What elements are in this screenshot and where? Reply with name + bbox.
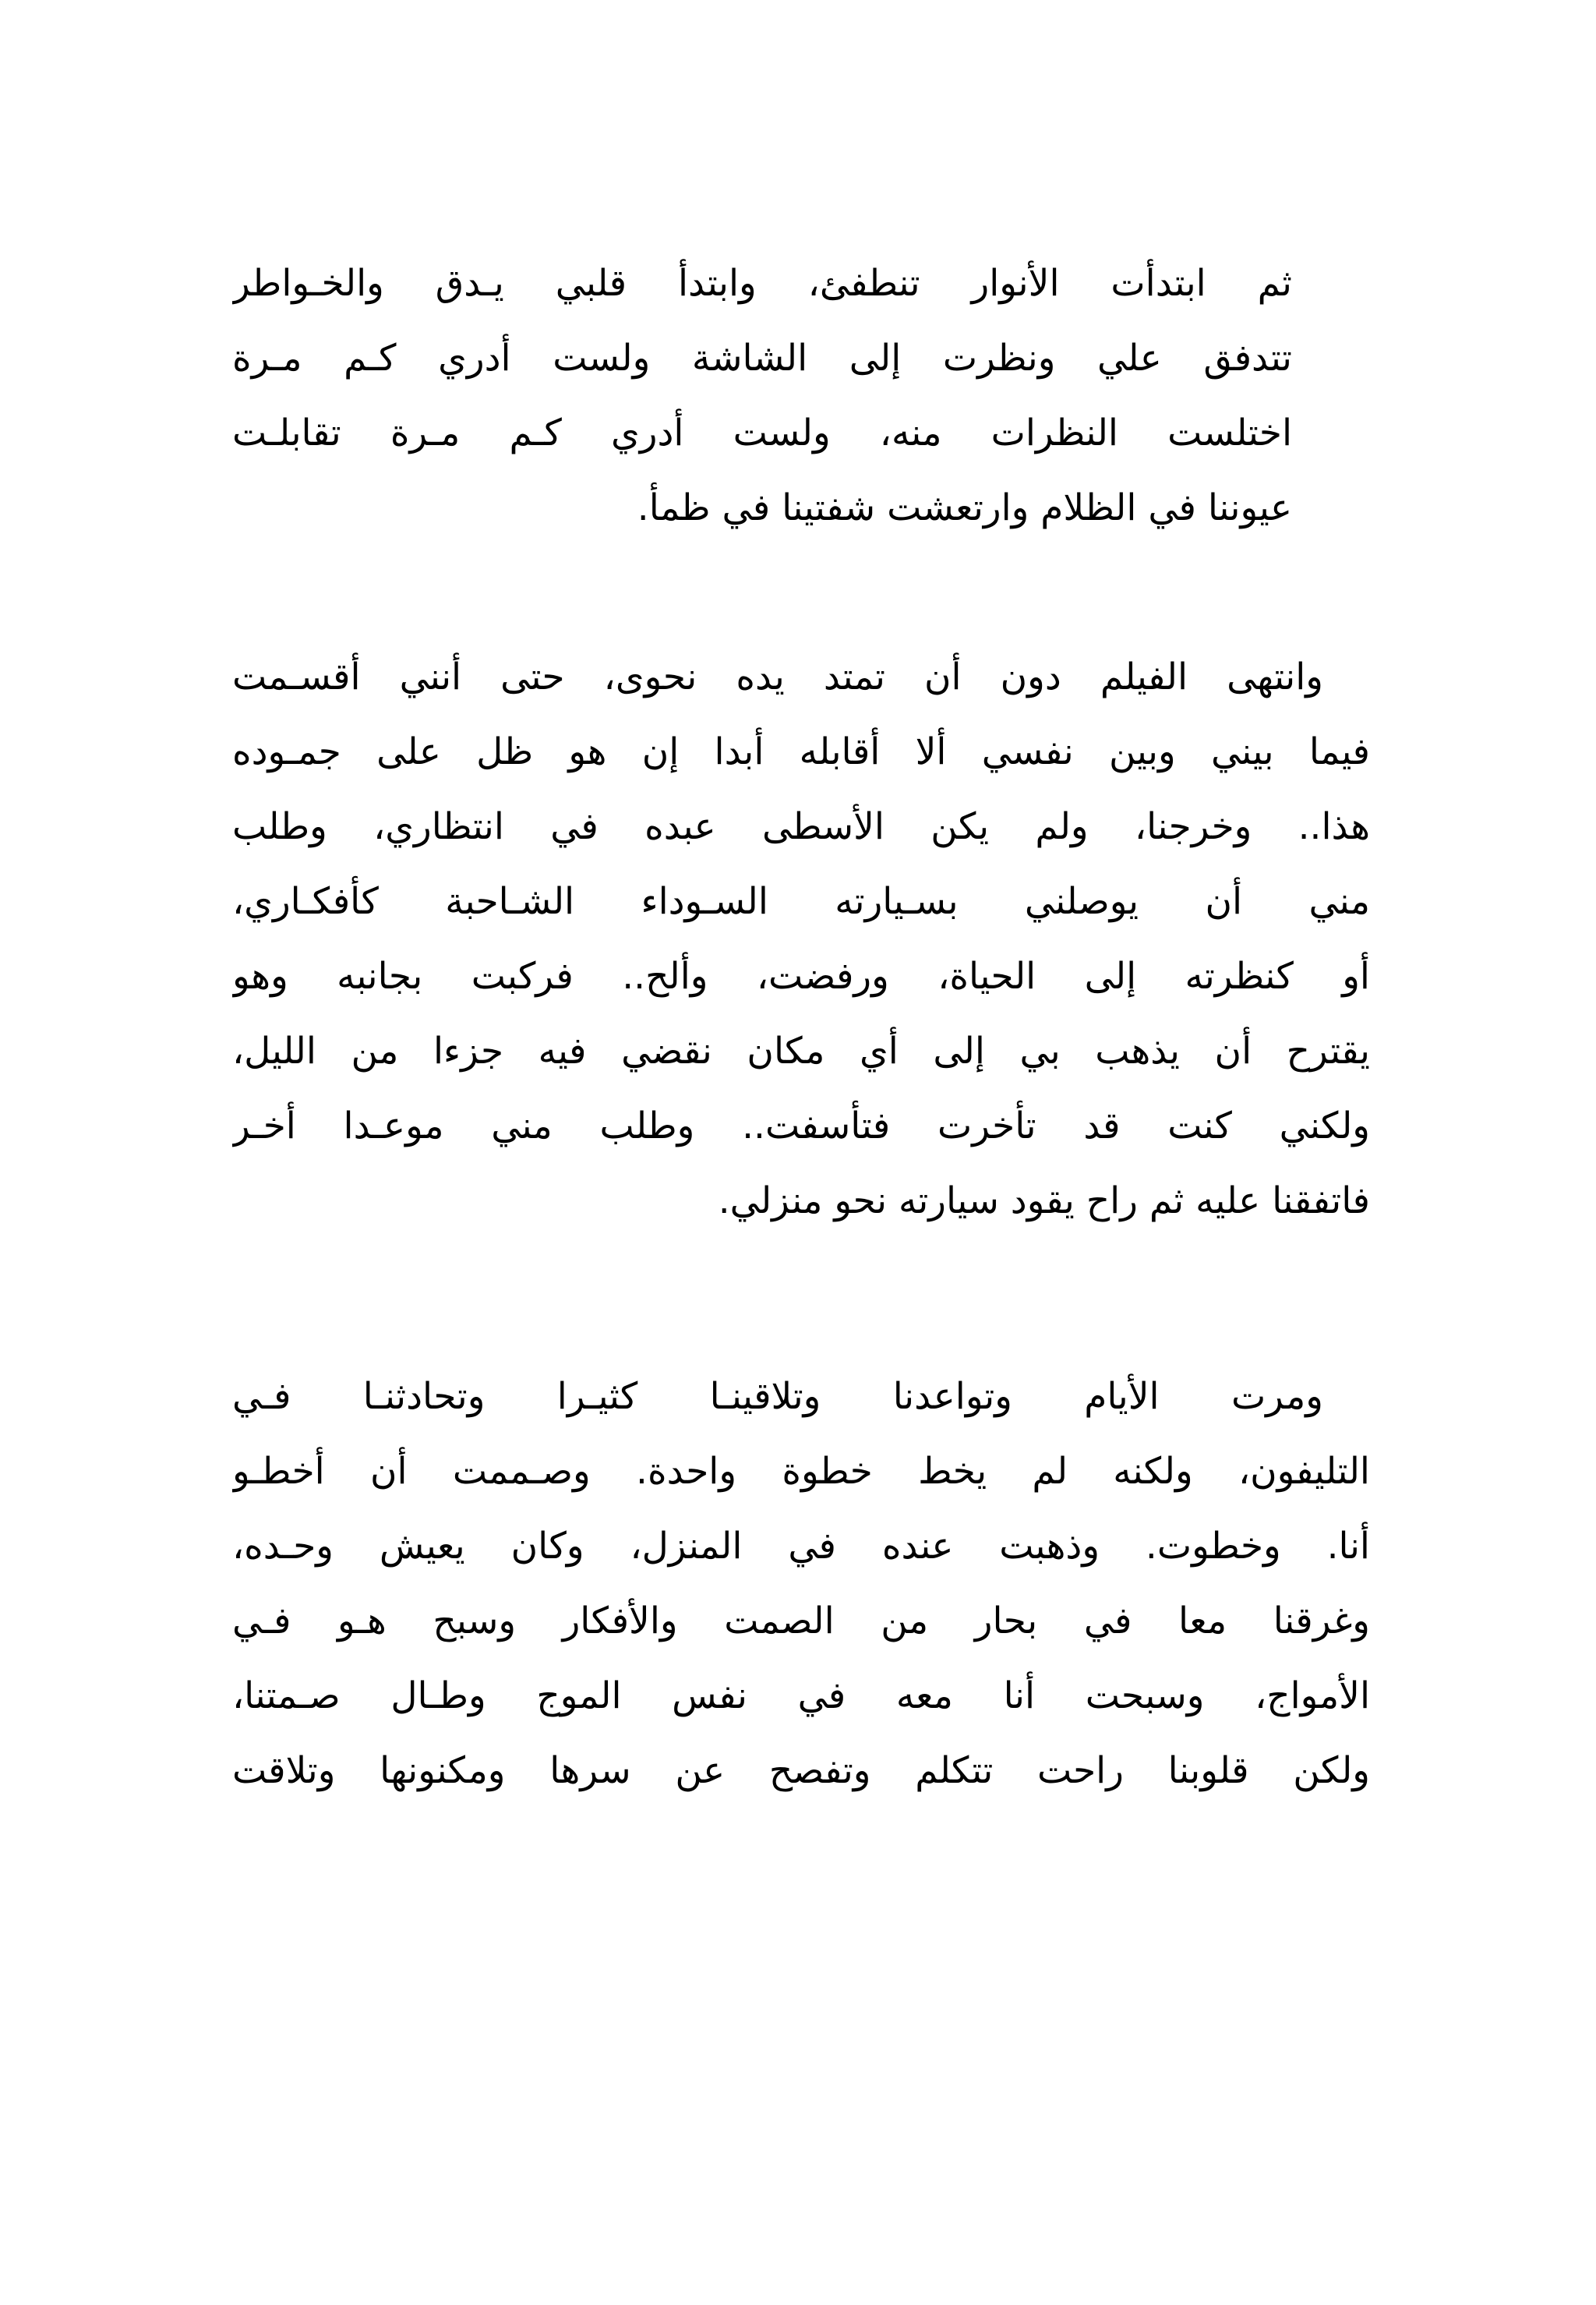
text-line: الأمواج، وسبحت أنا معه في نفس الموج وطـال صـمتنا، (232, 1674, 1370, 1717)
text-line: فيما بيني وبين نفسي ألا أقابله أبدا إن هو ظل على جمـوده (232, 730, 1370, 773)
text-line: ثم ابتدأت الأنوار تنطفئ، وابتدأ قلبي يـدق والخـواطر (232, 262, 1292, 305)
text-line: اختلست النظرات منه، ولست أدري كـم مـرة تقابلـت (232, 412, 1292, 454)
text-line: يقترح أن يذهب بي إلى أي مكان نقضي فيه جزءا من الليل، (232, 1030, 1370, 1073)
text-line: ولكني كنت قد تأخرت فتأسفت.. وطلب مني موعـدا أخـر (232, 1105, 1370, 1147)
text-line: أو كنظرته إلى الحياة، ورفضت، وألح.. فركبت بجانبه وهو (232, 955, 1370, 998)
text-line: التليفون، ولكنه لم يخط خطوة واحدة. وصـممت أن أخطـو (232, 1450, 1370, 1493)
paragraph-2 (232, 640, 1370, 1239)
paragraph-3 (232, 1359, 1370, 1808)
text-line: مني أن يوصلني بسـيارته السـوداء الشـاحبة كأفكـاري، (232, 880, 1370, 923)
text-line: ومرت الأيام وتواعدنا وتلاقينـا كثيـرا وتحادثنـا فـي (232, 1375, 1323, 1418)
text-line: وانتهى الفيلم دون أن تمتد يده نحوى، حتى أنني أقسـمت (232, 656, 1323, 698)
text-line: فاتفقنا عليه ثم راح يقود سيارته نحو منزلي. (718, 1179, 1370, 1222)
text-line: تتدفق علي ونظرت إلى الشاشة ولست أدري كـم مـرة (232, 337, 1292, 380)
text-line: ولكن قلوبنا راحت تتكلم وتفصح عن سرها ومكنونها وتلاقت (232, 1749, 1370, 1792)
paragraph-1 (232, 246, 1292, 546)
text-line: وغرقنا معا في بحار من الصمت والأفكار وسبح هـو فـي (232, 1600, 1370, 1642)
text-line: أنا. وخطوت. وذهبت عنده في المنزل، وكان يعيش وحـده، (232, 1525, 1370, 1568)
text-line: عيوننا في الظلام وارتعشت شفتينا في ظمأ. (637, 486, 1292, 529)
text-line: هذا.. وخرجنا، ولم يكن الأسطى عبده في انتظاري، وطلب (232, 805, 1370, 848)
